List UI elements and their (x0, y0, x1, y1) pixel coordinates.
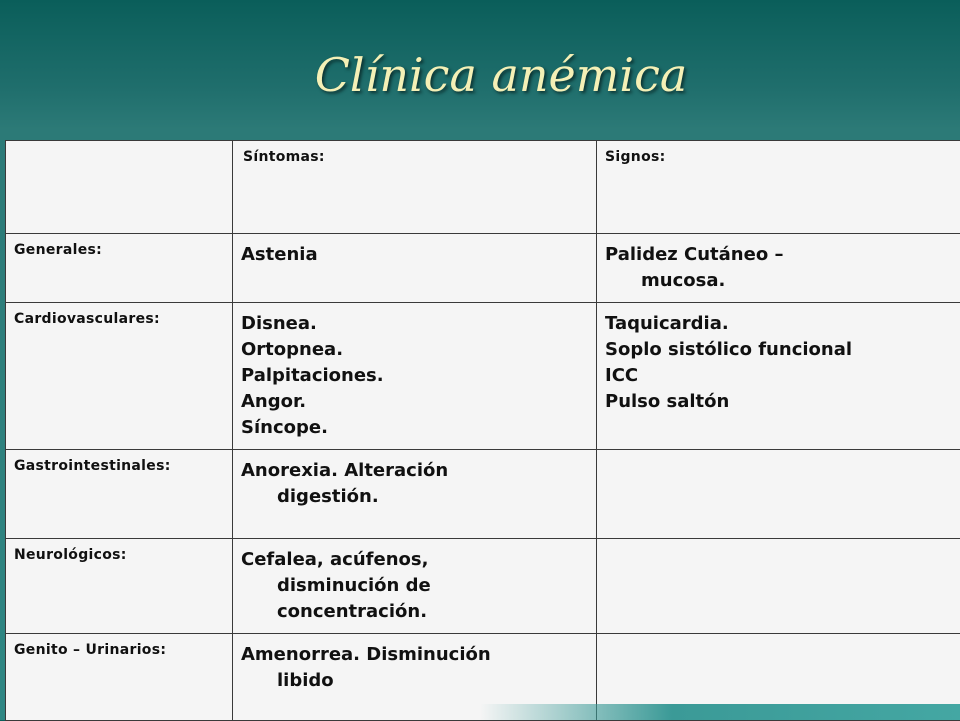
symptoms-cell (233, 450, 597, 539)
symptom-line: digestión. (241, 484, 588, 510)
sign-line: Pulso saltón (605, 389, 952, 415)
sign-line: Taquicardia. (605, 311, 952, 337)
clinical-table (5, 140, 960, 721)
decorative-bottom-band (480, 704, 960, 720)
symptom-line: libido (241, 668, 588, 694)
table-row (6, 539, 960, 634)
sign-line: Soplo sistólico funcional (605, 337, 952, 363)
category-generales: Generales: (6, 234, 233, 303)
symptom-line: disminución de (241, 573, 588, 599)
sign-line: ICC (605, 363, 952, 389)
symptoms-cell (233, 539, 597, 634)
symptom-line: Palpitaciones. (241, 363, 588, 389)
category-cardiovasculares: Cardiovasculares: (6, 303, 233, 450)
symptom-line: Síncope. (241, 415, 588, 441)
header-signs: Signos: (597, 141, 960, 234)
category-gastrointestinales: Gastrointestinales: (6, 450, 233, 539)
symptom-line: Ortopnea. (241, 337, 588, 363)
signs-cell (597, 303, 960, 450)
symptoms-cell (233, 234, 597, 303)
signs-cell-empty (597, 539, 960, 634)
signs-cell-empty (597, 450, 960, 539)
signs-cell (597, 234, 960, 303)
symptom-line: Amenorrea. Disminución (241, 642, 588, 668)
category-genito-urinarios: Genito – Urinarios: (6, 634, 233, 721)
slide-title: Clínica anémica (0, 48, 960, 102)
table-row (6, 234, 960, 303)
symptom-line: Cefalea, acúfenos, (241, 547, 588, 573)
symptom-line: Astenia (241, 242, 588, 268)
symptom-line: Anorexia. Alteración (241, 458, 588, 484)
table-row (6, 303, 960, 450)
header-symptoms: Síntomas: (233, 141, 597, 234)
symptom-line: concentración. (241, 599, 588, 625)
sign-line: mucosa. (605, 268, 952, 294)
header-empty-cell (6, 141, 233, 234)
symptom-line: Angor. (241, 389, 588, 415)
sign-line: Palidez Cutáneo – (605, 242, 952, 268)
table-row (6, 450, 960, 539)
table-header-row (6, 141, 960, 234)
symptom-line: Disnea. (241, 311, 588, 337)
symptoms-cell (233, 303, 597, 450)
category-neurologicos: Neurológicos: (6, 539, 233, 634)
